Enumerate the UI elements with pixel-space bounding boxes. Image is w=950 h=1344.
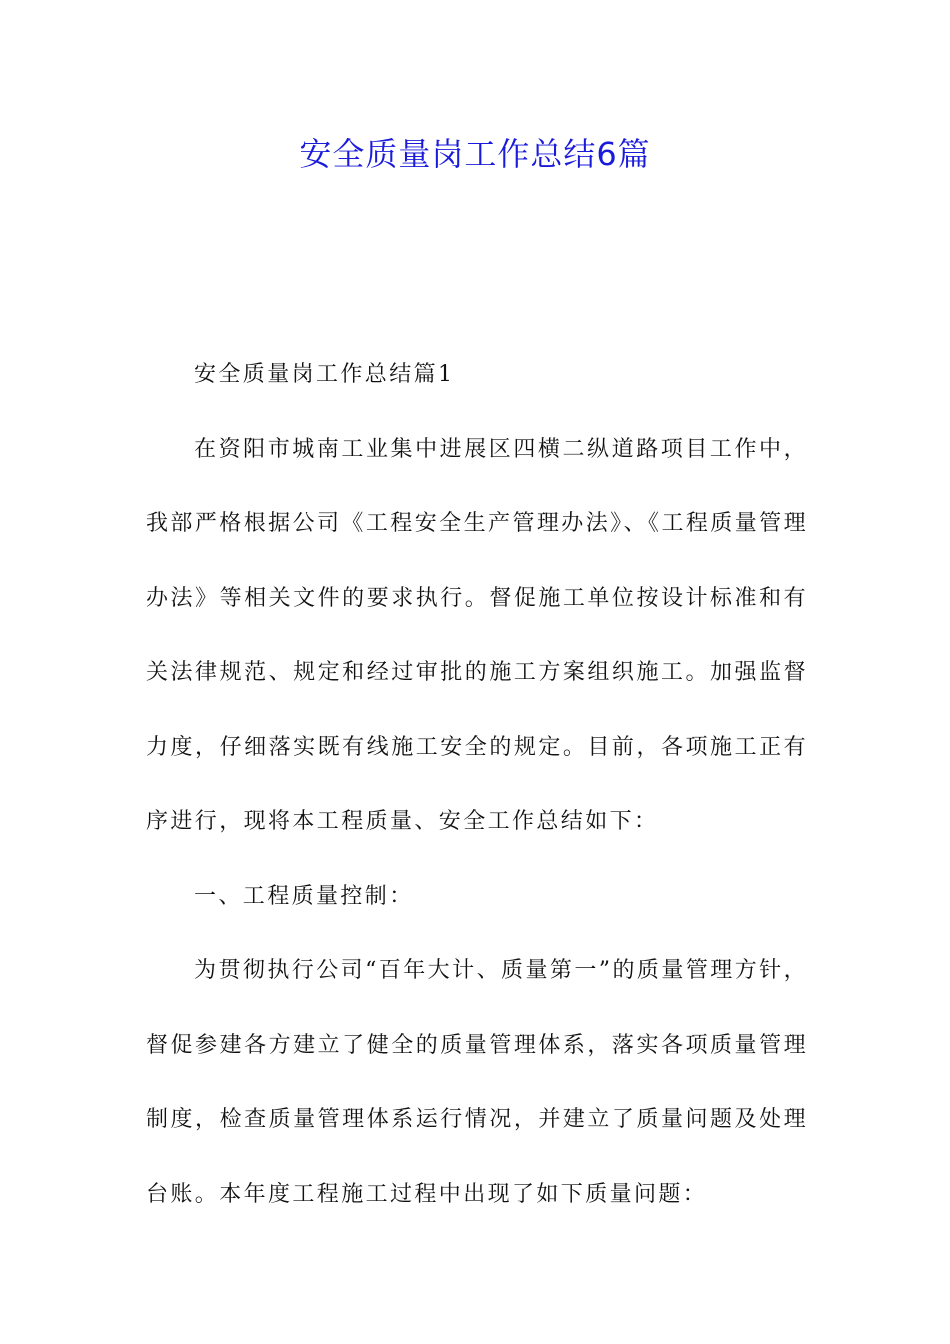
body-paragraph: 为贯彻执行公司“百年大计、质量第一”的质量管理方针，督促参建各方建立了健全的质量管理体系，落实各项质量管理制度，检查质量管理体系运行情况，并建立了质量问题及处理台账。本年度工程施工过程中出现了如下质量问题： [146, 958, 808, 1207]
document-title: 安全质量岗工作总结6篇 [299, 135, 651, 173]
body-paragraph: 在资阳市城南工业集中进展区四横二纵道路项目工作中，我部严格根据公司《工程安全生产管理办法》、《工程质量管理办法》等相关文件的要求执行。督促施工单位按设计标准和有关法律规范、规定和经过审批的施工方案组织施工。加强监督力度，仔细落实既有线施工安全的规定。目前，各项施工正有序进行，现将本工程质量、安全工作总结如下： [146, 436, 808, 834]
document-body [146, 338, 808, 1232]
section-heading: 安全质量岗工作总结篇1 [194, 362, 455, 387]
subsection-heading: 一、工程质量控制： [194, 883, 414, 909]
